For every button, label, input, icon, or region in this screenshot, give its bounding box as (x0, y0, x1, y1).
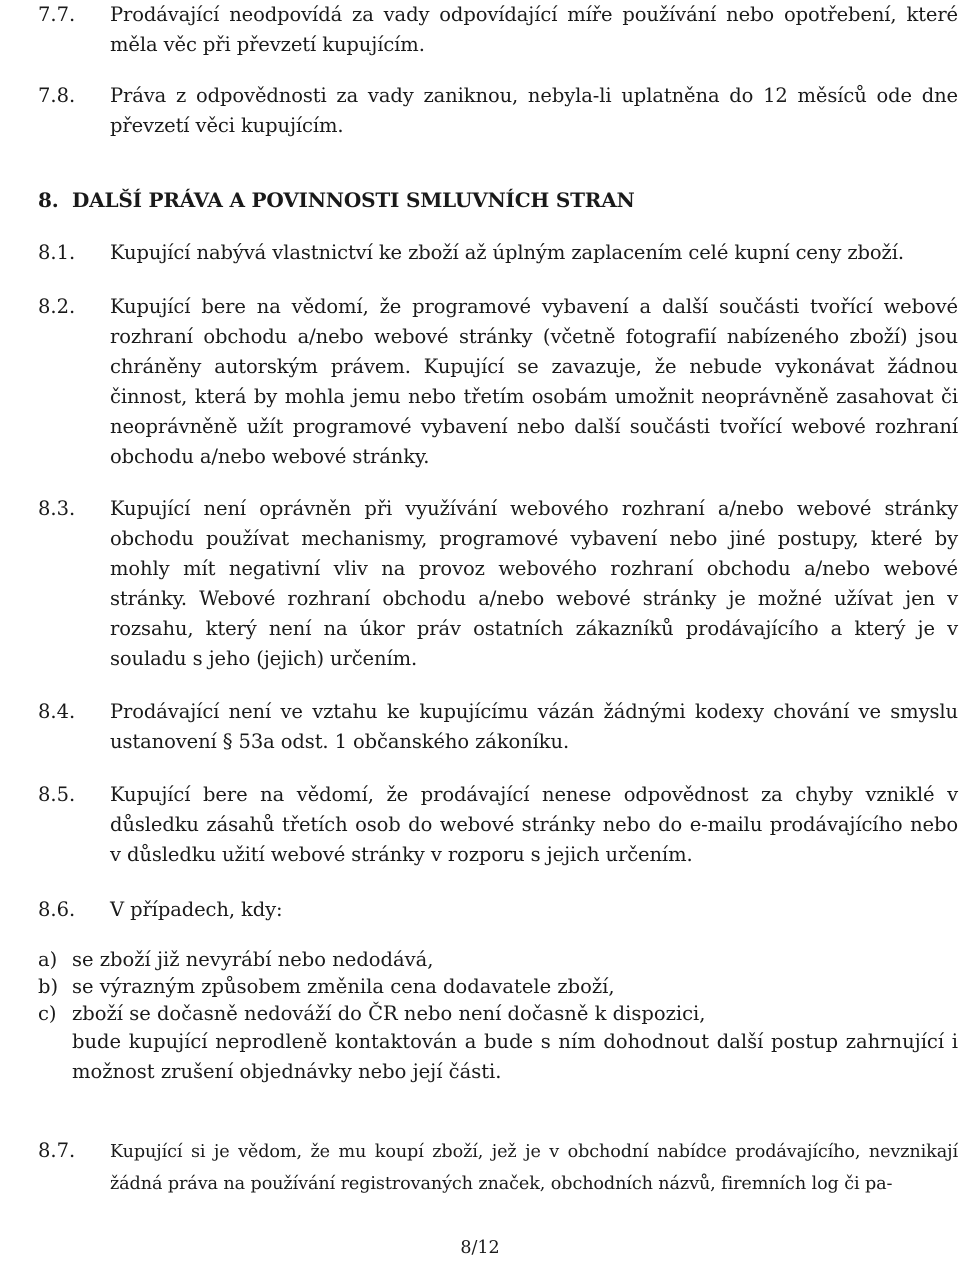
clause-number: 8.6. (38, 898, 76, 921)
clause-text: Kupující není oprávněn při využívání webového rozhraní a/nebo webové stránky obchodu používat mechanismy, programové vybavení nebo jiné postupy, které by mohly mít negativní vliv na provoz webového rozhraní obchodu a/nebo webové stránky. Webové rozhraní obchodu a/nebo webové stránky je možné užívat jen v rozsahu, který není na úkor práv ostatních zákazníků prodávajícího a který je v souladu s jeho (jejich) určením. (110, 497, 958, 670)
list-item-text: se zboží již nevyrábí nebo nedodává, (72, 948, 434, 971)
clause-text: Kupující bere na vědomí, že prodávající nenese odpovědnost za chyby vzniklé v důsledku zásahů třetích osob do webové stránky nebo do e-mailu prodávajícího nebo v důsledku užití webové stránky v rozporu s jejich určením. (110, 783, 958, 866)
clause-text: V případech, kdy: (110, 898, 283, 921)
clause-8-6 (38, 895, 960, 925)
clause-text: Práva z odpovědnosti za vady zaniknou, nebyla-li uplatněna do 12 měsíců ode dne převzetí věci kupujícím. (110, 84, 958, 137)
clause-8-4 (38, 697, 960, 757)
clause-text: Kupující si je vědom, že mu koupí zboží, jež je v obchodní nabídce prodávajícího, nevznikají žádná práva na používání registrovaných značek, obchodních názvů, firemních log či pa- (110, 1142, 958, 1194)
clause-number: 8.4. (38, 700, 76, 723)
clause-8-1 (38, 238, 960, 268)
section-number: 8. (38, 188, 59, 212)
section-heading (38, 186, 635, 214)
clause-number: 8.3. (38, 497, 76, 520)
clause-number: 7.8. (38, 84, 76, 107)
list-marker: c) (38, 1002, 57, 1025)
clause-7-8 (38, 81, 960, 141)
list-item-text: se výrazným způsobem změnila cena dodavatele zboží, (72, 975, 615, 998)
list-item (38, 973, 960, 1000)
clause-text: Prodávající neodpovídá za vady odpovídající míře používání nebo opotřebení, které měla věc při převzetí kupujícím. (110, 3, 958, 56)
clause-text: Kupující bere na vědomí, že programové vybavení a další součásti tvořící webové rozhraní obchodu a/nebo webové stránky (včetně fotografií nabízeného zboží) jsou chráněny autorským právem. Kupující se zavazuje, že nebude vykonávat žádnou činnost, která by mohla jemu nebo třetím osobám umožnit neoprávněně zasahovat či neoprávněně užít programové vybavení nebo další součásti tvořící webové rozhraní obchodu a/nebo webové stránky. (110, 295, 958, 468)
list-conclusion: bude kupující neprodleně kontaktován a bude s ním dohodnout další postup zahrnující i možnost zrušení objednávky nebo její části. (72, 1030, 958, 1083)
list-item (38, 1000, 960, 1027)
list-item-text: zboží se dočasně nedováží do ČR nebo není dočasně k dispozici, (72, 1002, 706, 1025)
clause-text: Kupující nabývá vlastnictví ke zboží až úplným zaplacením celé kupní ceny zboží. (110, 241, 904, 264)
clause-number: 8.7. (38, 1139, 76, 1162)
clause-8-2 (38, 292, 960, 472)
list-marker: b) (38, 975, 59, 998)
page-number: 8/12 (460, 1238, 500, 1258)
clause-8-5 (38, 780, 960, 870)
conditions-list (38, 946, 960, 1087)
clause-7-7 (38, 0, 960, 60)
list-marker: a) (38, 948, 58, 971)
clause-number: 8.1. (38, 241, 76, 264)
section-title: DALŠÍ PRÁVA A POVINNOSTI SMLUVNÍCH STRAN (72, 188, 635, 212)
clause-number: 8.2. (38, 295, 76, 318)
list-item (38, 946, 960, 973)
clause-text: Prodávající není ve vztahu ke kupujícímu vázán žádnými kodexy chování ve smyslu ustanovení § 53a odst. 1 občanského zákoníku. (110, 700, 958, 753)
clause-number: 8.5. (38, 783, 76, 806)
clause-8-7 (38, 1136, 960, 1200)
clause-8-3 (38, 494, 960, 674)
clause-number: 7.7. (38, 3, 76, 26)
